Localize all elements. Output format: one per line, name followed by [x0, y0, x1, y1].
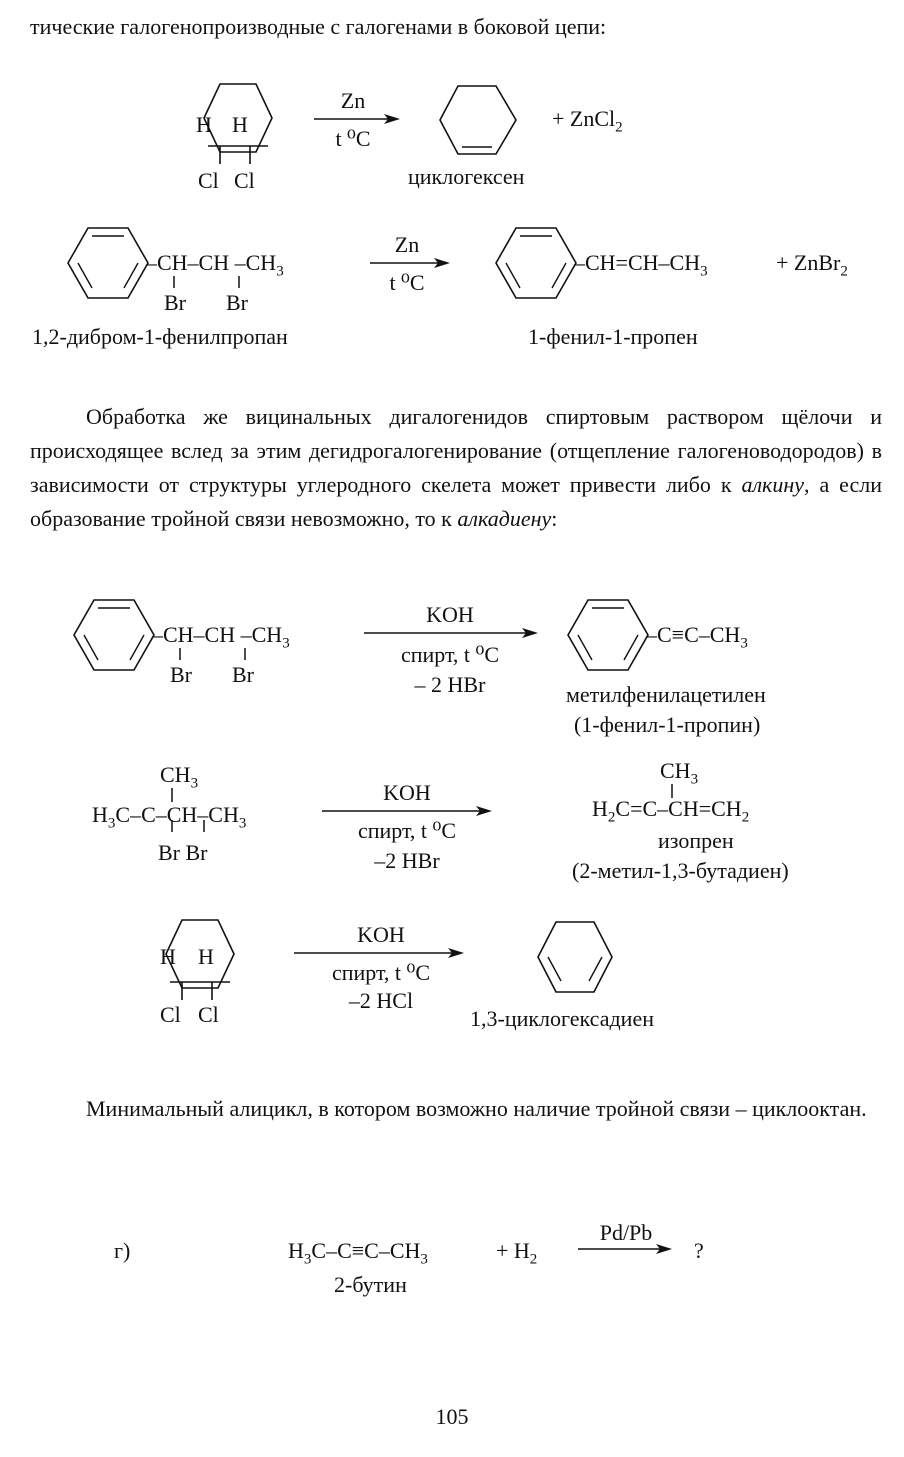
paragraph-dehydrohalogenation: Обработка же вицинальных дигалогенидов спиртовым раствором щёлочи и происходящее вслед за этим дегидрогалогенирование (отщепление галогеноводородов) в зависимости от структуры углеродного скелета может привести либо к алкину, а если образование тройной связи невозможно, то к алкадиену: [30, 404, 882, 531]
r5-cl1: Cl [160, 1002, 181, 1027]
r1-arrow [312, 112, 402, 126]
r4-reagent: KOH [383, 780, 431, 805]
r1-h1: H [196, 112, 212, 137]
r3-br1: Br [170, 662, 192, 687]
page-number: 105 [435, 1404, 469, 1429]
r1-condition: t ⁰C [335, 126, 371, 151]
task-catalyst: Pd/Pb [599, 1220, 653, 1245]
benzene-ring-r2 [66, 226, 156, 302]
r4-product-name: изопрен [658, 828, 734, 853]
r2-product-name: 1-фенил-1-пропен [528, 324, 698, 349]
task-hydrogen: + $H_2$ [496, 1238, 538, 1268]
r1-reagent: Zn [340, 88, 366, 113]
r4-product-top: $CH_3$ [660, 758, 699, 788]
benzene-ring-r3-product [566, 598, 656, 674]
task-name: 2-бутин [334, 1272, 407, 1297]
r2-reagent: Zn [394, 232, 420, 257]
r4-condition: спирт, t ⁰C [357, 818, 457, 843]
r1-cl1: Cl [198, 168, 219, 193]
cyclohexadiene-structure [536, 920, 616, 996]
r4-reactant-top: $CH_3$ [160, 762, 199, 792]
r4-product-chain: $H_2C=C-CH=CH_2$ [592, 796, 750, 826]
r3-arrow [362, 626, 542, 640]
r3-reactant-chain: –CH–CH $-CH_3$ [152, 622, 290, 652]
r2-br1: Br [164, 290, 186, 315]
r1-h2: H [232, 112, 248, 137]
r5-product-name: 1,3-циклогексадиен [470, 1006, 654, 1031]
r2-reactant-chain: –CH–CH $-CH_3$ [146, 250, 284, 280]
r5-reagent: KOH [357, 922, 405, 947]
r3-product-name: метилфенилацетилен [566, 682, 766, 707]
r2-condition: t ⁰C [389, 270, 425, 295]
task-arrow [576, 1242, 676, 1256]
cyclohexene-structure [438, 84, 524, 158]
r2-arrow [368, 256, 452, 270]
intro-line: тические галогенопроизводные с галогенами в боковой цепи: [30, 14, 607, 39]
r3-condition: спирт, t ⁰C [400, 642, 500, 667]
r3-product-chain: $-C\equiv C-CH_3$ [646, 622, 748, 652]
r3-br2: Br [232, 662, 254, 687]
r5-h2: H [198, 944, 214, 969]
r4-reactant-br: Br Br [158, 840, 208, 865]
r1-byproduct: + ZnCl$_2$ [552, 106, 623, 136]
r2-byproduct: + ZnBr$_2$ [776, 250, 848, 280]
benzene-ring-r3 [72, 598, 162, 674]
r5-cl2: Cl [198, 1002, 219, 1027]
task-question: ? [694, 1238, 704, 1263]
r2-bonds [160, 276, 260, 290]
task-letter: г) [114, 1238, 131, 1263]
task-reactant: $H_3C-C\equiv C-CH_3$ [288, 1238, 428, 1268]
r4-product-name-alt: (2-метил-1,3-бутадиен) [572, 858, 789, 883]
r4-reactant-chain: $H_3C-C-CH-CH_3$ [92, 802, 247, 832]
r3-reagent: KOH [426, 602, 474, 627]
r3-bonds [166, 648, 266, 662]
dichlorocyclohexane-structure [180, 80, 280, 200]
r4-loss: –2 HBr [374, 848, 440, 873]
r5-loss: –2 HCl [348, 988, 414, 1013]
r1-cl2: Cl [234, 168, 255, 193]
r1-product-name: циклогексен [408, 164, 525, 189]
benzene-ring-r2-product [494, 226, 584, 302]
r2-reactant-name: 1,2-дибром-1-фенилпропан [32, 324, 288, 349]
r2-br2: Br [226, 290, 248, 315]
dichlorocyclohexane-structure-r5 [142, 916, 242, 1036]
r3-product-name-alt: (1-фенил-1-пропин) [574, 712, 761, 737]
r3-loss: – 2 HBr [414, 672, 486, 697]
r4-arrow [320, 804, 496, 818]
r5-condition: спирт, t ⁰C [331, 960, 431, 985]
r5-h1: H [160, 944, 176, 969]
paragraph-cyclooctane: Минимальный алицикл, в котором возможно наличие тройной связи – циклооктан. [86, 1096, 867, 1121]
r5-arrow [292, 946, 468, 960]
r2-product-chain: $-CH=CH-CH_3$ [574, 250, 708, 280]
